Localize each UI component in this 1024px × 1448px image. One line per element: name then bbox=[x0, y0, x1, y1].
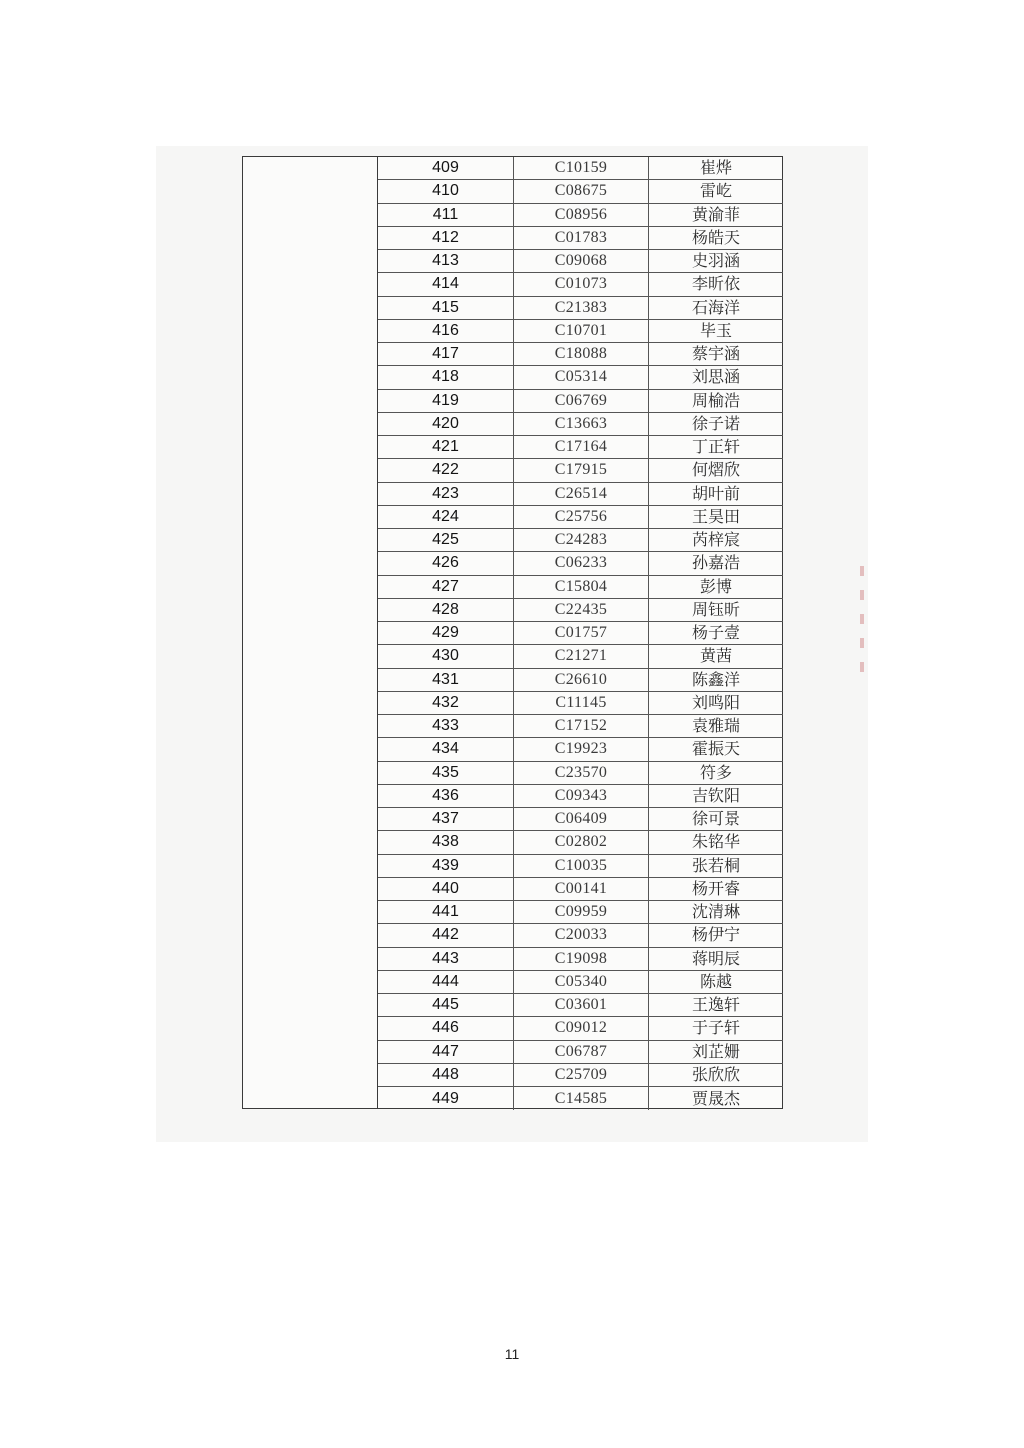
student-id-cell: C15804 bbox=[514, 576, 649, 598]
student-id-cell: C10035 bbox=[514, 855, 649, 877]
serial-number-cell: 417 bbox=[378, 343, 514, 365]
serial-number-cell: 429 bbox=[378, 622, 514, 644]
student-id-cell: C01073 bbox=[514, 273, 649, 295]
table-row bbox=[378, 599, 783, 622]
table-row bbox=[378, 343, 783, 366]
table-row bbox=[378, 157, 783, 180]
student-id-cell: C11145 bbox=[514, 692, 649, 714]
student-name-cell: 杨子壹 bbox=[691, 623, 740, 643]
student-name-cell: 杨伊宁 bbox=[691, 925, 740, 945]
serial-number-cell: 431 bbox=[378, 669, 514, 691]
table-row bbox=[378, 436, 783, 459]
serial-number-cell: 422 bbox=[378, 459, 514, 481]
serial-number-cell: 448 bbox=[378, 1064, 514, 1086]
serial-number-cell: 443 bbox=[378, 948, 514, 970]
student-id-cell: C18088 bbox=[514, 343, 649, 365]
student-id-cell: C09343 bbox=[514, 785, 649, 807]
student-name-cell: 芮梓宸 bbox=[691, 530, 740, 550]
serial-number-cell: 438 bbox=[378, 831, 514, 853]
student-id-cell: C22435 bbox=[514, 599, 649, 621]
student-name-cell: 王昊田 bbox=[691, 506, 740, 526]
student-name-cell: 陈越 bbox=[699, 971, 732, 991]
student-id-cell: C25709 bbox=[514, 1064, 649, 1086]
student-id-cell: C17152 bbox=[514, 715, 649, 737]
table-row bbox=[378, 785, 783, 808]
table-row bbox=[378, 669, 783, 692]
serial-number-cell: 426 bbox=[378, 552, 514, 574]
table-row bbox=[378, 948, 783, 971]
table-row bbox=[378, 1064, 783, 1087]
serial-number-cell: 441 bbox=[378, 901, 514, 923]
student-id-cell: C09012 bbox=[514, 1017, 649, 1039]
table-row bbox=[378, 529, 783, 552]
table-row bbox=[378, 855, 783, 878]
table-row bbox=[378, 645, 783, 668]
student-name-cell: 周榆浩 bbox=[691, 390, 740, 410]
student-name-cell: 崔烨 bbox=[699, 158, 732, 178]
table-row bbox=[378, 227, 783, 250]
student-name-cell: 彭博 bbox=[699, 576, 732, 596]
serial-number-cell: 437 bbox=[378, 808, 514, 830]
table-body bbox=[378, 157, 783, 1110]
table-row bbox=[378, 180, 783, 203]
serial-number-cell: 432 bbox=[378, 692, 514, 714]
serial-number-cell: 409 bbox=[378, 157, 514, 179]
serial-number-cell: 425 bbox=[378, 529, 514, 551]
student-id-cell: C20033 bbox=[514, 924, 649, 946]
merged-category-column bbox=[243, 157, 378, 1108]
student-name-cell: 徐可景 bbox=[691, 809, 740, 829]
student-id-cell: C13663 bbox=[514, 413, 649, 435]
student-id-cell: C08956 bbox=[514, 204, 649, 226]
student-id-cell: C10159 bbox=[514, 157, 649, 179]
student-id-cell: C09068 bbox=[514, 250, 649, 272]
serial-number-cell: 415 bbox=[378, 297, 514, 319]
student-id-cell: C19923 bbox=[514, 738, 649, 760]
table-row bbox=[378, 622, 783, 645]
serial-number-cell: 412 bbox=[378, 227, 514, 249]
table-row bbox=[378, 808, 783, 831]
student-name-cell: 刘鸣阳 bbox=[691, 692, 740, 712]
student-name-cell: 蔡宇涵 bbox=[691, 344, 740, 364]
serial-number-cell: 446 bbox=[378, 1017, 514, 1039]
student-id-cell: C09959 bbox=[514, 901, 649, 923]
student-id-cell: C06409 bbox=[514, 808, 649, 830]
roster-table bbox=[242, 156, 783, 1109]
student-id-cell: C23570 bbox=[514, 762, 649, 784]
table-row bbox=[378, 390, 783, 413]
student-name-cell: 张欣欣 bbox=[691, 1064, 740, 1084]
student-id-cell: C03601 bbox=[514, 994, 649, 1016]
student-name-cell: 朱铭华 bbox=[691, 832, 740, 852]
table-row bbox=[378, 576, 783, 599]
student-id-cell: C05340 bbox=[514, 971, 649, 993]
student-id-cell: C24283 bbox=[514, 529, 649, 551]
student-name-cell: 刘思涵 bbox=[691, 367, 740, 387]
student-id-cell: C21271 bbox=[514, 645, 649, 667]
student-name-cell: 毕玉 bbox=[699, 320, 732, 340]
table-row bbox=[378, 204, 783, 227]
student-id-cell: C17915 bbox=[514, 459, 649, 481]
student-name-cell: 吉钦阳 bbox=[691, 785, 740, 805]
student-id-cell: C26514 bbox=[514, 483, 649, 505]
student-name-cell: 丁正轩 bbox=[691, 437, 740, 457]
student-name-cell: 史羽涵 bbox=[691, 251, 740, 271]
serial-number-cell: 424 bbox=[378, 506, 514, 528]
student-name-cell: 袁雅瑞 bbox=[691, 716, 740, 736]
serial-number-cell: 427 bbox=[378, 576, 514, 598]
serial-number-cell: 418 bbox=[378, 366, 514, 388]
serial-number-cell: 420 bbox=[378, 413, 514, 435]
student-name-cell: 蒋明辰 bbox=[691, 948, 740, 968]
student-name-cell: 何熠欣 bbox=[691, 460, 740, 480]
student-name-cell: 于子轩 bbox=[691, 1018, 740, 1038]
table-row bbox=[378, 924, 783, 947]
serial-number-cell: 442 bbox=[378, 924, 514, 946]
serial-number-cell: 421 bbox=[378, 436, 514, 458]
student-id-cell: C21383 bbox=[514, 297, 649, 319]
student-name-cell: 贾晟杰 bbox=[691, 1088, 740, 1108]
serial-number-cell: 439 bbox=[378, 855, 514, 877]
student-name-cell: 徐子诺 bbox=[691, 413, 740, 433]
student-id-cell: C06233 bbox=[514, 552, 649, 574]
student-name-cell: 霍振天 bbox=[691, 739, 740, 759]
serial-number-cell: 423 bbox=[378, 483, 514, 505]
table-row bbox=[378, 878, 783, 901]
student-id-cell: C08675 bbox=[514, 180, 649, 202]
student-name-cell: 刘芷姗 bbox=[691, 1041, 740, 1061]
table-row bbox=[378, 692, 783, 715]
student-id-cell: C01783 bbox=[514, 227, 649, 249]
table-row bbox=[378, 762, 783, 785]
serial-number-cell: 434 bbox=[378, 738, 514, 760]
table-row bbox=[378, 971, 783, 994]
student-name-cell: 张若桐 bbox=[691, 855, 740, 875]
student-name-cell: 胡叶前 bbox=[691, 483, 740, 503]
student-id-cell: C00141 bbox=[514, 878, 649, 900]
table-row bbox=[378, 552, 783, 575]
serial-number-cell: 447 bbox=[378, 1041, 514, 1063]
table-row bbox=[378, 459, 783, 482]
student-name-cell: 黄茜 bbox=[699, 646, 732, 666]
student-id-cell: C19098 bbox=[514, 948, 649, 970]
student-name-cell: 陈鑫洋 bbox=[691, 669, 740, 689]
serial-number-cell: 433 bbox=[378, 715, 514, 737]
student-name-cell: 周钰昕 bbox=[691, 599, 740, 619]
student-id-cell: C17164 bbox=[514, 436, 649, 458]
serial-number-cell: 430 bbox=[378, 645, 514, 667]
student-id-cell: C06769 bbox=[514, 390, 649, 412]
red-stamp-edge-marks bbox=[856, 566, 870, 686]
serial-number-cell: 435 bbox=[378, 762, 514, 784]
student-name-cell: 杨开睿 bbox=[691, 878, 740, 898]
page-number: 11 bbox=[504, 1346, 520, 1362]
table-row bbox=[378, 994, 783, 1017]
student-name-cell: 孙嘉浩 bbox=[691, 553, 740, 573]
student-name-cell: 王逸轩 bbox=[691, 995, 740, 1015]
student-name-cell: 雷屹 bbox=[699, 181, 732, 201]
table-row bbox=[378, 273, 783, 296]
student-id-cell: C14585 bbox=[514, 1087, 649, 1110]
table-row bbox=[378, 483, 783, 506]
student-id-cell: C06787 bbox=[514, 1041, 649, 1063]
serial-number-cell: 410 bbox=[378, 180, 514, 202]
table-row bbox=[378, 297, 783, 320]
table-row bbox=[378, 250, 783, 273]
student-id-cell: C25756 bbox=[514, 506, 649, 528]
student-name-cell: 杨皓天 bbox=[691, 227, 740, 247]
serial-number-cell: 416 bbox=[378, 320, 514, 342]
table-row bbox=[378, 506, 783, 529]
table-row bbox=[378, 1087, 783, 1110]
student-name-cell: 黄渝菲 bbox=[691, 204, 740, 224]
table-row bbox=[378, 366, 783, 389]
student-name-cell: 沈清琳 bbox=[691, 902, 740, 922]
student-name-cell: 石海洋 bbox=[691, 297, 740, 317]
table-row bbox=[378, 831, 783, 854]
serial-number-cell: 413 bbox=[378, 250, 514, 272]
table-row bbox=[378, 1041, 783, 1064]
table-row bbox=[378, 901, 783, 924]
serial-number-cell: 419 bbox=[378, 390, 514, 412]
student-name-cell: 李昕依 bbox=[691, 274, 740, 294]
serial-number-cell: 411 bbox=[378, 204, 514, 226]
table-row bbox=[378, 715, 783, 738]
table-row bbox=[378, 413, 783, 436]
table-row bbox=[378, 1017, 783, 1040]
serial-number-cell: 449 bbox=[378, 1087, 514, 1110]
student-id-cell: C01757 bbox=[514, 622, 649, 644]
serial-number-cell: 445 bbox=[378, 994, 514, 1016]
serial-number-cell: 436 bbox=[378, 785, 514, 807]
student-name-cell: 符多 bbox=[699, 762, 732, 782]
table-row bbox=[378, 320, 783, 343]
serial-number-cell: 414 bbox=[378, 273, 514, 295]
serial-number-cell: 440 bbox=[378, 878, 514, 900]
student-id-cell: C26610 bbox=[514, 669, 649, 691]
serial-number-cell: 444 bbox=[378, 971, 514, 993]
student-id-cell: C02802 bbox=[514, 831, 649, 853]
serial-number-cell: 428 bbox=[378, 599, 514, 621]
student-id-cell: C10701 bbox=[514, 320, 649, 342]
student-id-cell: C05314 bbox=[514, 366, 649, 388]
table-row bbox=[378, 738, 783, 761]
